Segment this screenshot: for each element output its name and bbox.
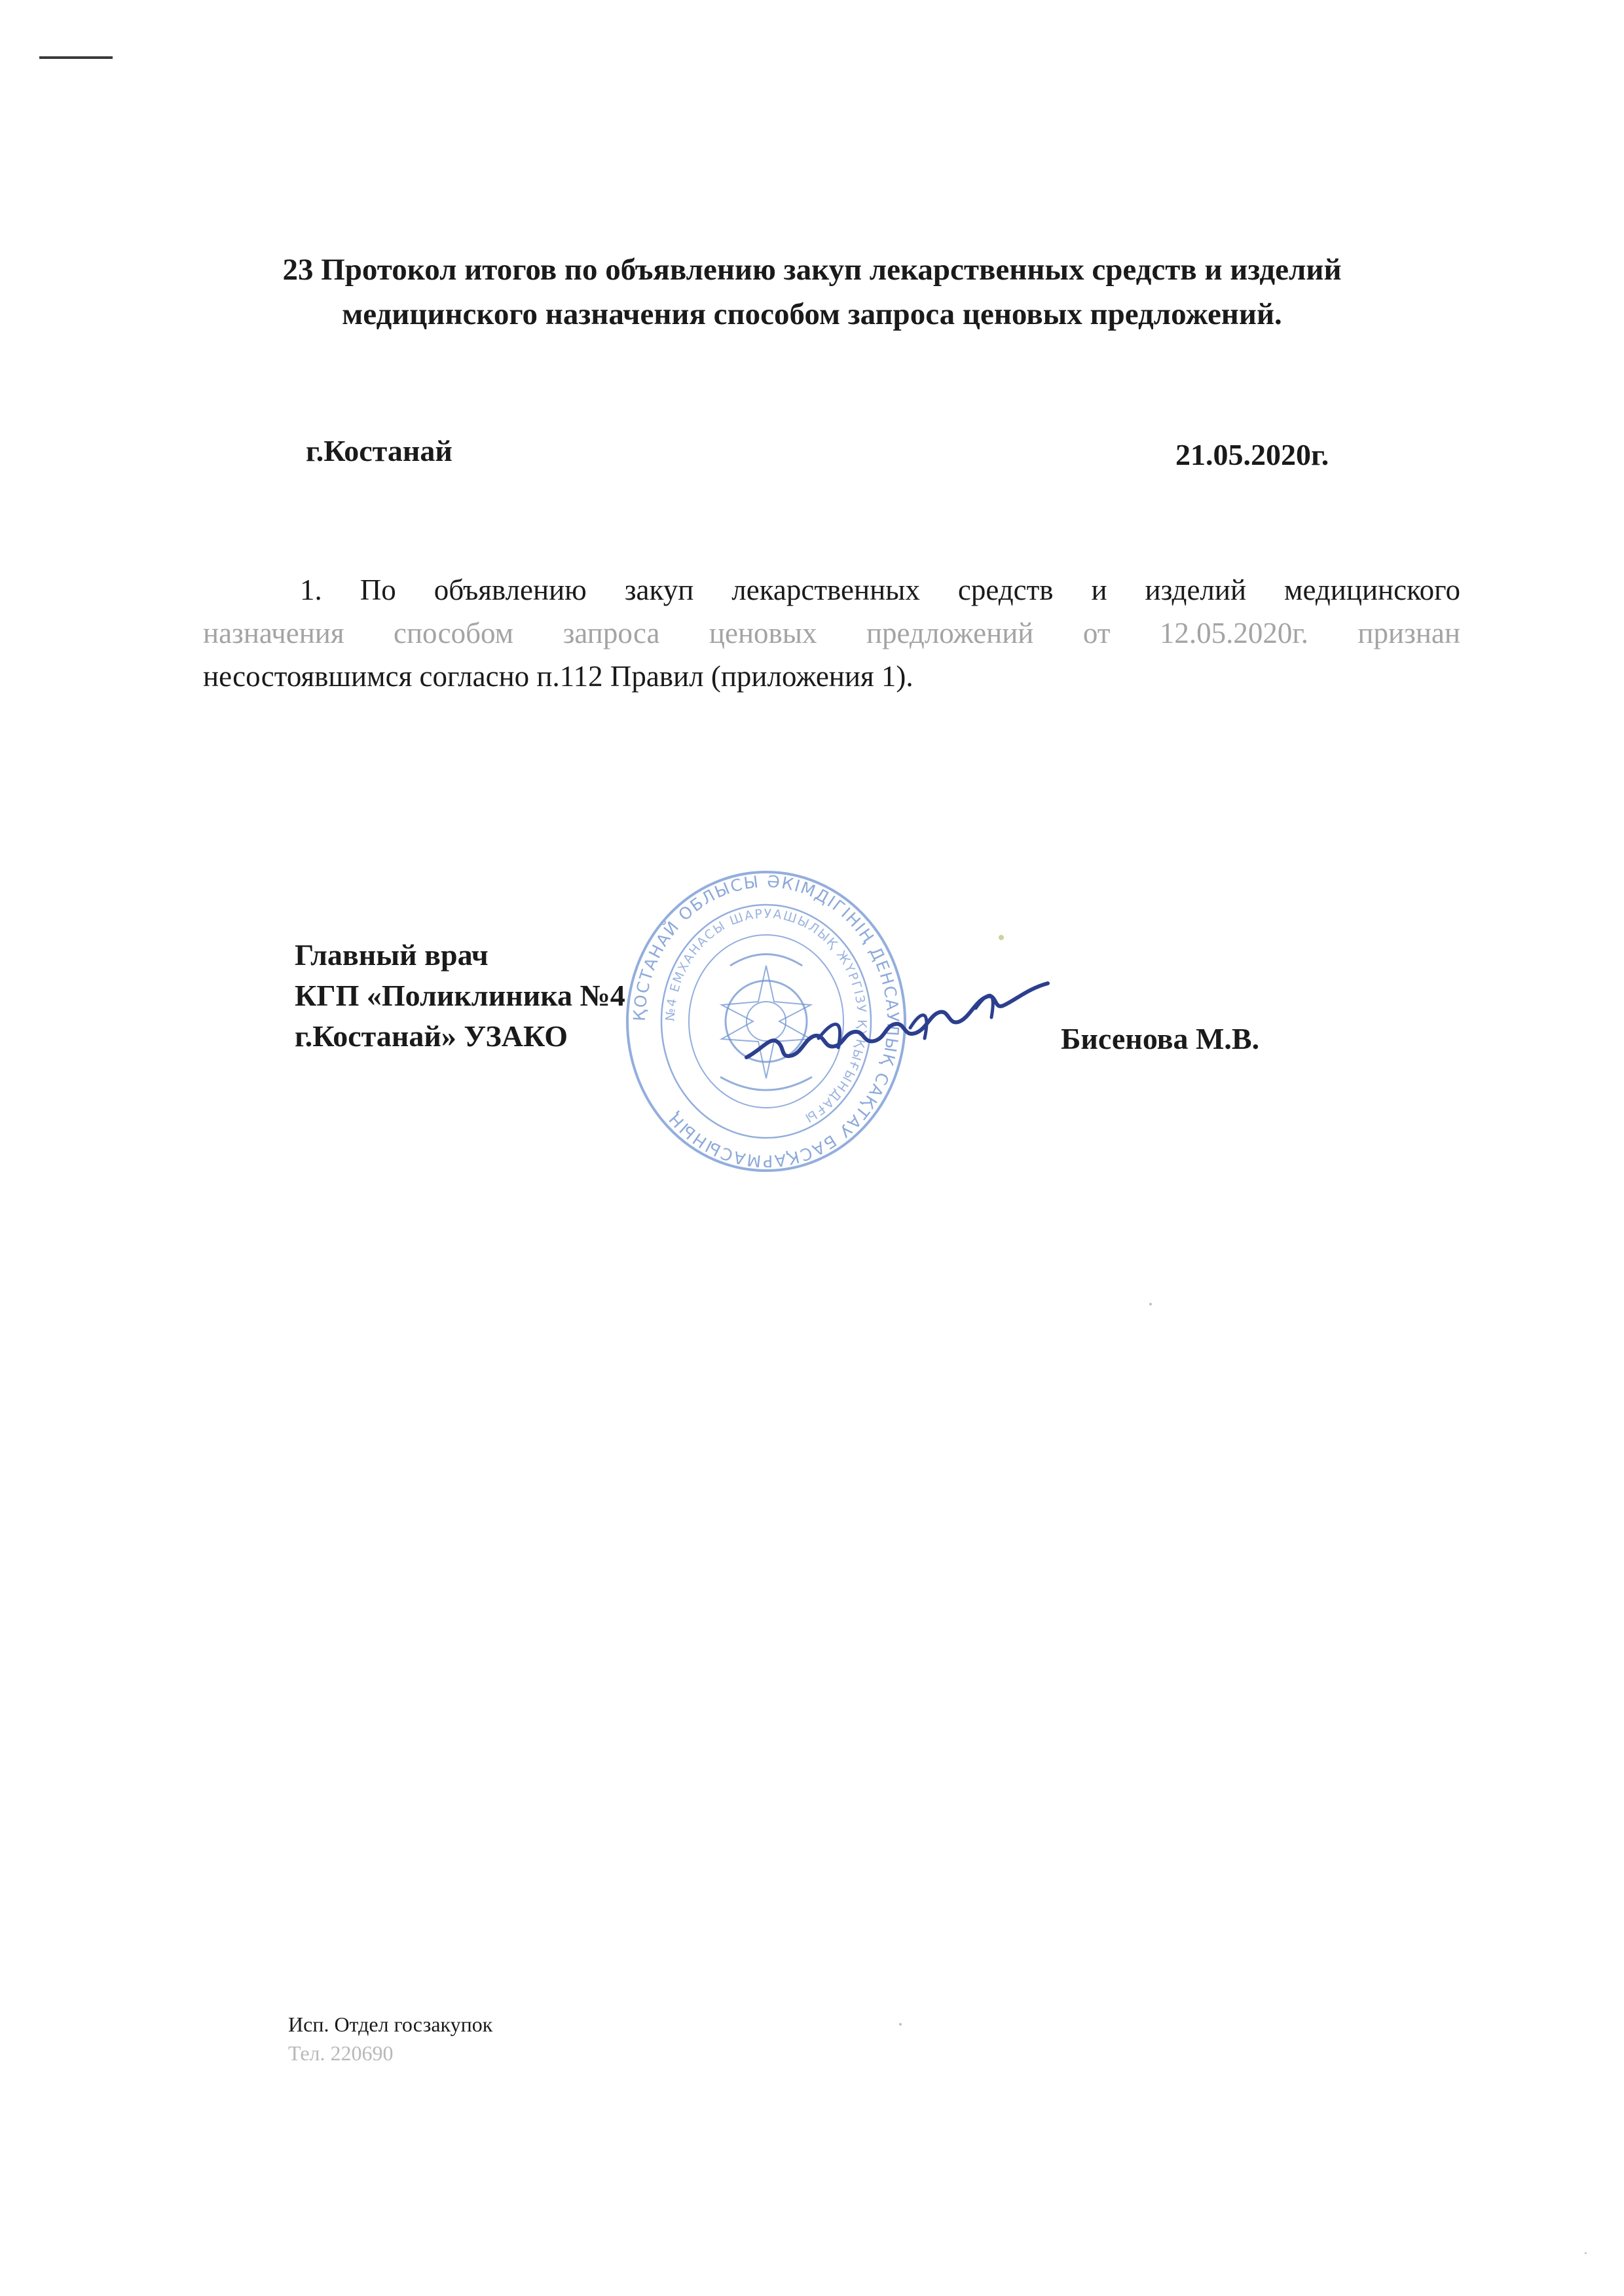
document-date: 21.05.2020г. (1175, 438, 1329, 471)
executor-phone: Тел. 220690 (288, 2041, 394, 2065)
scan-speck (999, 935, 1004, 940)
document-title (196, 247, 1428, 337)
scan-speck (1149, 1303, 1152, 1305)
document-city: г.Костанай (306, 434, 452, 467)
seal-outer-text: ҚОСТАНАЙ ОБЛЫСЫ ӘКІМДІГІНІҢ ДЕНСАУЛЫҚ САҚТАУ БАСҚАРМАСЫНЫҢ (629, 871, 903, 1171)
scan-corner-mark (39, 56, 113, 59)
signer-line-3: г.Костанай» УЗАКО (295, 1019, 568, 1053)
paragraph-line-3: несостоявшимся согласно п.112 Правил (приложения 1). (203, 660, 913, 693)
scan-speck (1585, 2252, 1587, 2254)
signer-name: Бисенова М.В. (1061, 1022, 1260, 1055)
signer-position (295, 935, 625, 1057)
executor-footer (288, 2010, 492, 2068)
title-line-2: медицинского назначения способом запроса ценовых предложений. (342, 297, 1282, 331)
title-line-1: 23 Протокол итогов по объявлению закуп лекарственных средств и изделий (282, 253, 1342, 287)
seal-inner-text: №4 ЕМХАНАСЫ ШАРУАШЫЛЫҚ ЖҮРГІЗУ ҚҰҚЫҒЫНДАҒЫ (663, 906, 870, 1126)
signer-line-1: Главный врач (295, 938, 489, 972)
handwritten-signature-icon (740, 975, 1054, 1074)
paragraph-line-2: назначения способом запроса ценовых предложений от 12.05.2020г. признан (203, 617, 1460, 649)
protocol-paragraph (203, 568, 1460, 698)
executor-department: Исп. Отдел госзакупок (288, 2013, 493, 2036)
scan-speck (899, 2023, 902, 2026)
signer-line-2: КГП «Поликлиника №4 (295, 979, 625, 1012)
paragraph-line-1: 1. По объявлению закуп лекарственных средств и изделий медицинского (300, 574, 1460, 606)
